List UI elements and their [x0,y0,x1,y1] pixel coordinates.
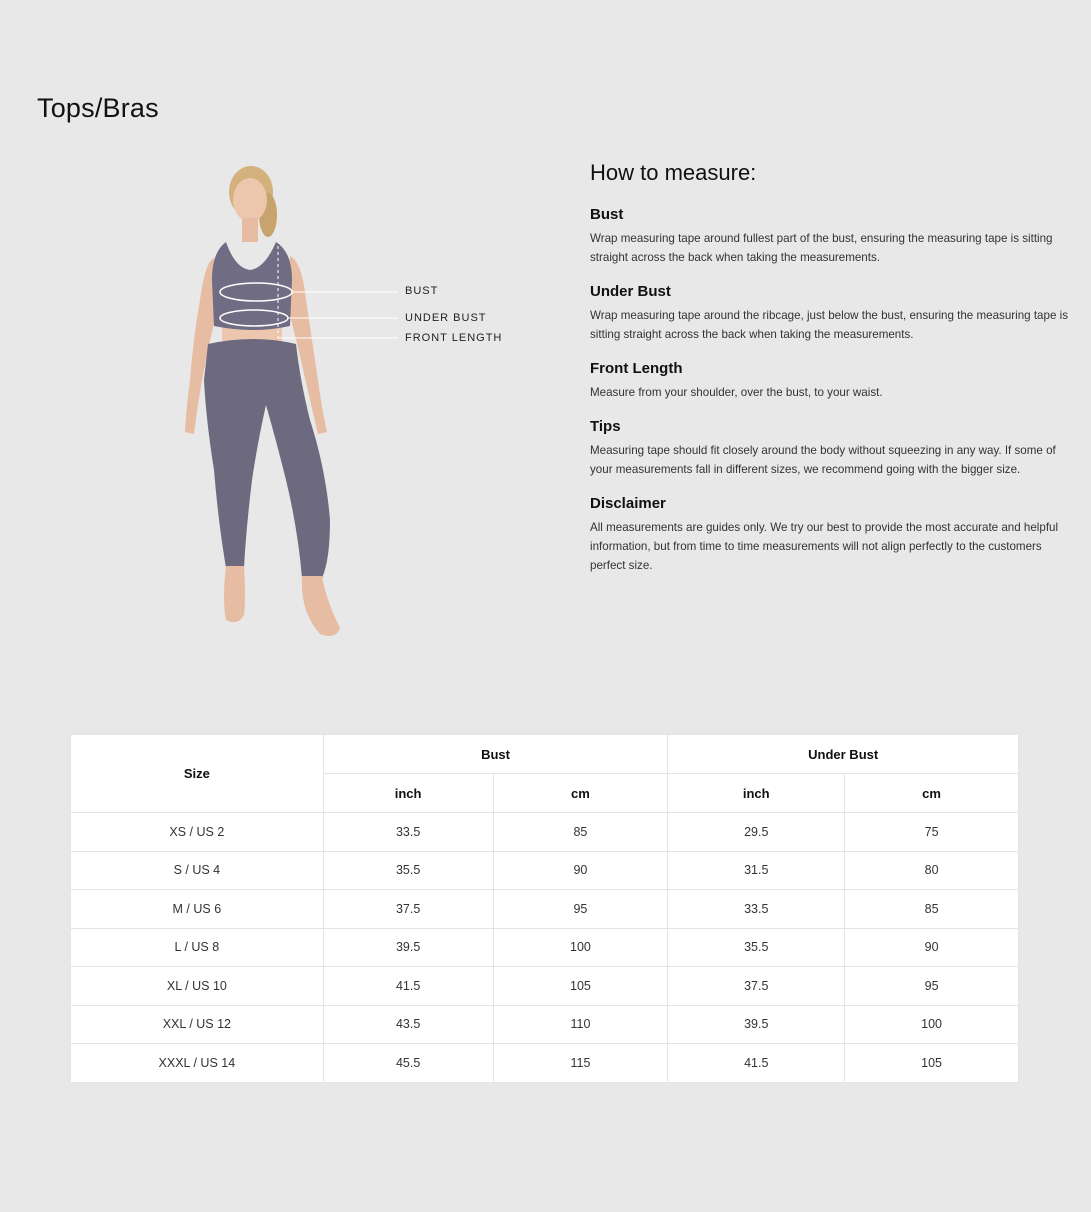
table-row [71,890,1019,929]
section-heading: Front Length [590,360,683,377]
page-title: Tops/Bras [37,93,159,123]
under-bust-cm-cell: 75 [845,813,1019,852]
under-bust-label: UNDER BUST [405,312,487,324]
under-bust-inch-cell: 37.5 [668,967,845,1006]
under-bust-inch-cell: 41.5 [668,1044,845,1083]
section-heading: Tips [590,418,621,435]
section-heading: Disclaimer [590,495,666,512]
under-bust-inch-cell: 31.5 [668,851,845,890]
size-cell: XXL / US 12 [71,1005,324,1044]
under-bust-cm-cell: 90 [845,928,1019,967]
size-column-header: Size [71,735,324,813]
table-row [71,967,1019,1006]
size-cell: XXXL / US 14 [71,1044,324,1083]
how-to-measure-title: How to measure: [590,160,757,185]
bust-cm-cell: 95 [493,890,668,929]
section-body: Wrap measuring tape around the ribcage, just below the bust, ensuring the measuring tape is sitting straight across the back when taking the measurements. [590,309,1068,341]
under-bust-column-group-header: Under Bust [668,735,1019,774]
bust-column-group-header: Bust [323,735,668,774]
table-row [71,1044,1019,1083]
bust-cm-cell: 90 [493,851,668,890]
section-body: Measure from your shoulder, over the bust, to your waist. [590,386,883,399]
model-figure-illustration [0,0,560,660]
bust-cm-cell: 115 [493,1044,668,1083]
bust-label: BUST [405,285,439,297]
under-bust-inch-cell: 29.5 [668,813,845,852]
under-bust-cm-cell: 95 [845,967,1019,1006]
under-bust-cm-cell: 85 [845,890,1019,929]
disclaimer-section [590,495,1080,575]
under-bust-cm-header: cm [845,774,1019,813]
bust-cm-header: cm [493,774,668,813]
bust-inch-cell: 33.5 [323,813,493,852]
front-length-label: FRONT LENGTH [405,332,503,344]
under-bust-cm-cell: 80 [845,851,1019,890]
bust-inch-cell: 41.5 [323,967,493,1006]
section-body: Wrap measuring tape around fullest part of the bust, ensuring the measuring tape is sitting straight across the back when taking the measurements. [590,232,1053,264]
size-cell: S / US 4 [71,851,324,890]
under-bust-inch-cell: 33.5 [668,890,845,929]
size-cell: XS / US 2 [71,813,324,852]
bust-cm-cell: 110 [493,1005,668,1044]
under-bust-section [590,283,1080,344]
tips-section [590,418,1080,479]
size-cell: M / US 6 [71,890,324,929]
bust-inch-header: inch [323,774,493,813]
section-heading: Bust [590,206,624,223]
under-bust-cm-cell: 105 [845,1044,1019,1083]
bust-cm-cell: 100 [493,928,668,967]
section-body: All measurements are guides only. We try our best to provide the most accurate and helpful information, but from time to time measurements will not align perfectly to the customers perfect size. [590,521,1059,572]
bust-inch-cell: 35.5 [323,851,493,890]
table-row [71,813,1019,852]
under-bust-inch-cell: 35.5 [668,928,845,967]
bust-inch-cell: 43.5 [323,1005,493,1044]
size-chart-table [70,734,1019,1083]
how-to-measure-panel [590,160,1080,591]
table-row [71,928,1019,967]
table-row [71,1005,1019,1044]
front-length-section [590,360,1080,402]
under-bust-inch-header: inch [668,774,845,813]
section-body: Measuring tape should fit closely around the body without squeezing in any way. If some of your measurements fall in different sizes, we recommend going with the bigger size. [590,444,1056,476]
bust-inch-cell: 45.5 [323,1044,493,1083]
model-head [233,178,267,222]
bust-cm-cell: 105 [493,967,668,1006]
size-cell: L / US 8 [71,928,324,967]
size-cell: XL / US 10 [71,967,324,1006]
bust-inch-cell: 39.5 [323,928,493,967]
bust-inch-cell: 37.5 [323,890,493,929]
table-row [71,851,1019,890]
bust-cm-cell: 85 [493,813,668,852]
under-bust-inch-cell: 39.5 [668,1005,845,1044]
section-heading: Under Bust [590,283,671,300]
bust-section [590,206,1080,267]
under-bust-cm-cell: 100 [845,1005,1019,1044]
